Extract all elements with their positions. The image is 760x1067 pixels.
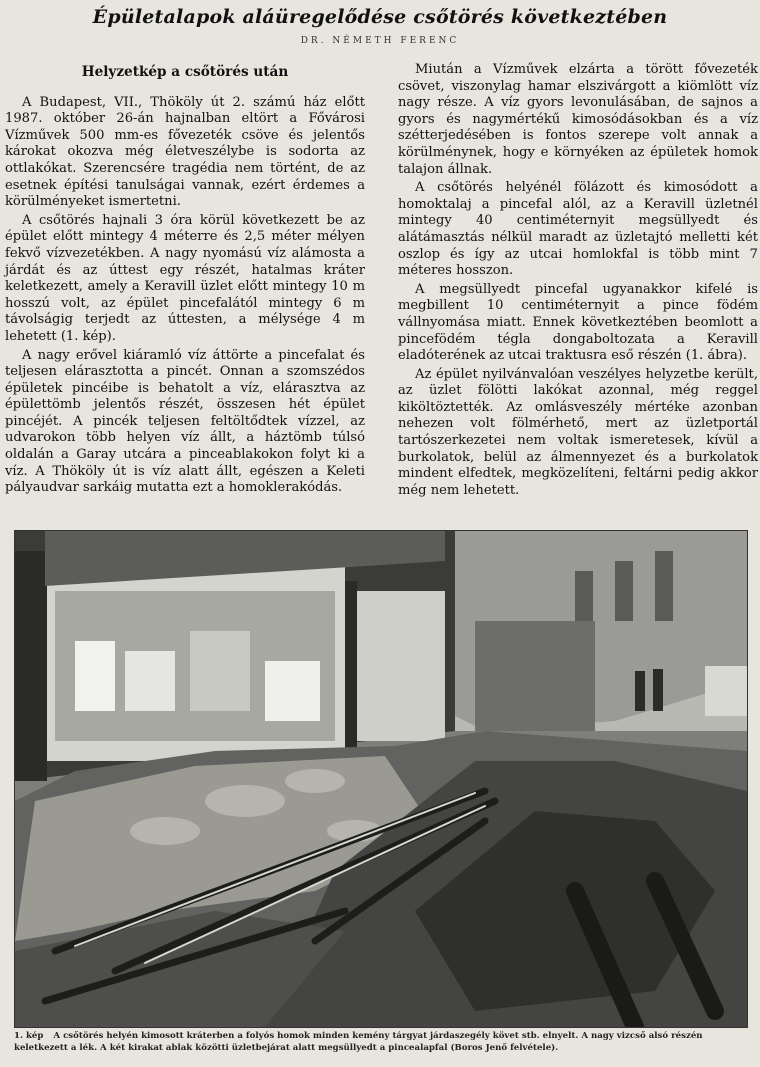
left-column [5,62,365,499]
article-title: Épületalapok aláüregelődése csőtörés következtében [92,6,668,28]
paragraph: A csőtörés hajnali 3 óra körül következett be az épület előtt mintegy 4 méterre és 2,5 méter mélyen fekvő vízvezetékben. A nagy nyomású víz alámosta a járdát és az úttest egy részét, hatalmas kráter keletkezett, amely a Keravill üzlet előtt mintegy 10 m hosszú volt, az épület pincefalától mintegy 6 m távolságig terjedt az úttesten, a mélysége 4 m lehetett (1. kép). [5,212,365,344]
paragraph: A Budapest, VII., Thököly út 2. számú ház előtt 1987. október 26-án hajnalban eltört a Fővárosi Vízművek 500 mm-es fővezeték csöve és jelentős károkat okozva még életveszélybe is sodorta az ottlakókat. Szerencsére tragédia nem történt, de az esetnek építési tanulságai vannak, ezért érdemes a körülményeket ismertetni. [5,94,365,210]
paragraph: Az épület nyilvánvalóan veszélyes helyzetbe került, az üzlet fölötti lakókat azonnal, még reggel kiköltöztették. Az omlásveszély mértéke azonban nehezen volt fölmérhető, mert az üzletportál tartószerkezetei nem voltak ismeretesek, kívül a burkolatok, belül az álmennyezet és a burkolatok mindent elfedtek, megközelíteni, feltárni pedig akkor még nem lehetett. [398,366,758,498]
article-author: DR. NÉMETH FERENC [300,36,460,46]
crater-photo [14,530,748,1028]
figure-caption [14,1030,746,1054]
paragraph: Miután a Vízművek elzárta a törött fővezeték csövet, viszonylag hamar elszivárgott a kiömlött víz nagy része. A víz gyors levonulásában, de sajnos a gyors és nagymértékű kimosódásokban és a víz szétterjedésében is fontos szerepe volt annak a körülménynek, hogy e környéken az épületek homok talajon állnak. [398,62,758,177]
section-heading: Helyzetkép a csőtörés után [81,64,289,80]
paragraph: A csőtörés helyénél fölázott és kimosódott a homoktalaj a pincefal alól, az a Keravill üzletnél mintegy 40 centiméternyit megsüllyedt és alátámasztás nélkül maradt az üzletajtó melletti két oszlop és így az utcai homlokfal is több mint 7 méteres hosszon. [398,180,758,279]
figure-caption-text: A csőtörés helyén kimosott kráterben a folyós homok minden kemény tárgyat járdaszegély követ stb. elnyelt. A nagy vizcső alsó részén keletkezett a lék. A két kirakat ablak közötti üzletbejárat alatt megsüllyedt a pincealapfal (Boros Jenő felvétele). [14,1031,703,1053]
figure-label: 1. kép [14,1031,44,1041]
paragraph: A megsüllyedt pincefal ugyanakkor kifelé is megbillent 10 centiméternyit a pince födém vállnyomása miatt. Ennek következtében beomlott a pincefödém tégla dongaboltozata a Keravill eladóterének az utcai traktusra eső részén (1. ábra). [398,281,758,364]
right-column [398,62,758,501]
paragraph: A nagy erővel kiáramló víz áttörte a pincefalat és teljesen elárasztotta a pincét. Onnan a szomszédos épületek pincéibe is behatolt a víz, elárasztva az épülettömb jelentős részét, összesen hét épület pincéjét. A pincék teljesen feltöltődtek vízzel, az udvarokon több helyen víz állt, a háztömb túlsó oldalán a Garay utcára a pinceablakokon folyt ki a víz. A Thököly út is víz alatt állt, egészen a Keleti pályaudvar sarkáig mutatta ezt a homoklerakódás. [5,347,365,496]
